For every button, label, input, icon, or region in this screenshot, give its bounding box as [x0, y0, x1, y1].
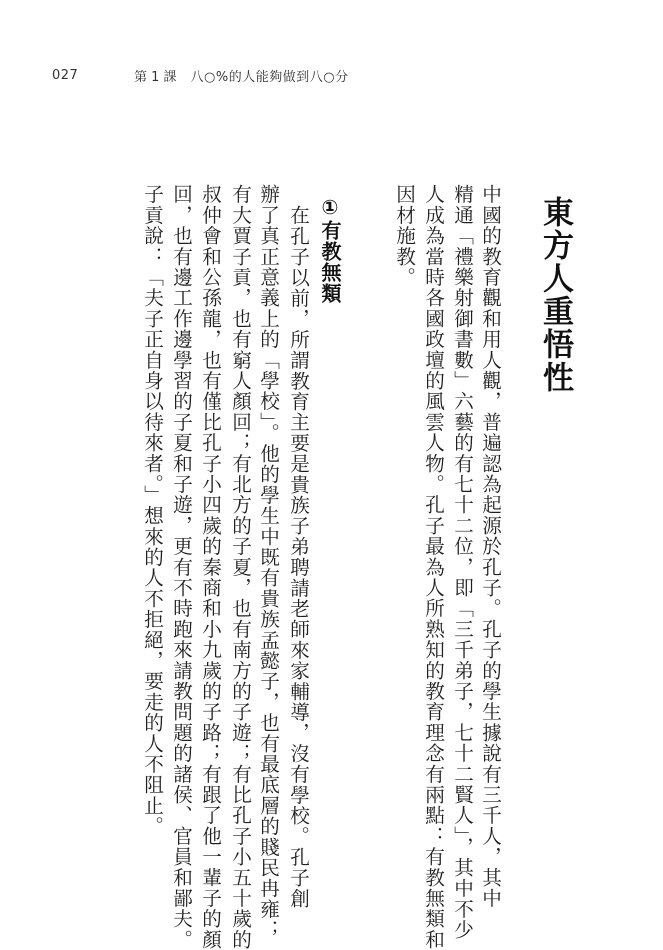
page-number: 027: [52, 67, 79, 83]
paragraph2-line-4: 叔仲會和公孫龍，也有僅比孔子小四歲的秦商和小九歲的子路；有跟了他一輩子的顏: [198, 184, 222, 950]
paragraph2-line-6: 子貢說：「夫子正自身以待來者。」想來的人不拒絕，要走的人不阻止。: [140, 184, 164, 837]
paragraph1-line-4: 因材施教。: [392, 184, 416, 288]
running-header: [52, 66, 349, 84]
paragraph1-line-2: 精通「禮樂射御書數」六藝的有七十二位，即「三千弟子，七十二賢人」，其中不少: [450, 184, 474, 941]
paragraph1-line-3: 人成為當時各國政壇的風雲人物。孔子最為人所熟知的教育理念有兩點：有教無類和: [421, 184, 445, 950]
paragraph2-line-1: 在孔子以前，所謂教育主要是貴族子弟聘請老師來家輔導，沒有學校。孔子創: [286, 205, 310, 909]
paragraph2-line-3: 有大賈子貢，也有窮人顏回；有北方的子夏，也有南方的子遊；有比孔子小五十歲的: [228, 184, 252, 950]
subsection-title: ①有教無類: [318, 195, 342, 304]
chapter-label: 第 1 課: [134, 69, 177, 85]
section-title: 東方人重悟性: [537, 196, 573, 394]
paragraph1-line-1: 中國的教育觀和用人觀，普遍認為起源於孔子。孔子的學生據說有三千人，其中: [478, 184, 502, 909]
paragraph2-line-2: 辦了真正意義上的「學校」。他的學生中既有貴族孟懿子，也有最底層的賤民冉雍；: [256, 184, 280, 941]
chapter-title: 八○%的人能夠做到八○分: [190, 69, 349, 85]
paragraph2-line-5: 回，也有邊工作邊學習的子夏和子遊，更有不時跑來請教問題的諸侯、官員和鄙夫。: [169, 184, 193, 950]
